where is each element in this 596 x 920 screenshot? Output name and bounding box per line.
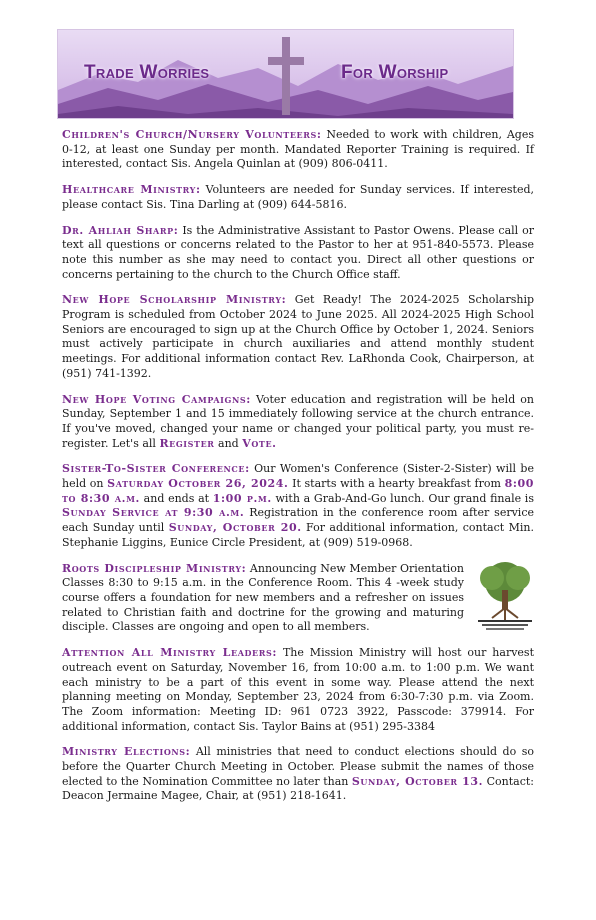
- highlight-text: Register: [159, 436, 215, 450]
- announcement-text: It starts with a hearty breakfast from: [288, 477, 505, 491]
- highlight-text: 1:00 p.m.: [212, 491, 272, 505]
- announcement-childrens: [62, 128, 534, 172]
- announcement-text: Volunteers are needed for Sunday services. If interested, please contact Sis. Tina Darling at (909) 644-5816.: [62, 183, 534, 211]
- announcement-heading: Healthcare Ministry:: [62, 183, 201, 197]
- banner-title-left: Trade Worries: [84, 62, 210, 83]
- highlight-text: Sunday, October 13.: [351, 774, 484, 788]
- highlight-text: 8:00 to 8:30 a.m.: [62, 477, 534, 505]
- announcement-roots: [62, 562, 534, 636]
- announcements: [62, 128, 534, 815]
- highlight-text: Saturday October 26, 2024.: [107, 477, 289, 491]
- announcement-text: The Mission Ministry will host our harvest outreach event on Saturday, November 16, from 10:00 a.m. to 1:00 p.m. We want each ministry to be a part of this event in some way. Please attend the next planning meeting on Monday, September 23, 2024 from 6:30-7:30 p.m. via Zoom. The Zoom information: Meeting ID: 961 0723 3922, Passcode: 379914. For additional information, contact Sis. Taylor Bains at (951) 295-3384: [62, 646, 534, 733]
- announcement-heading: Attention All Ministry Leaders:: [62, 646, 278, 660]
- announcement-heading: New Hope Scholarship Ministry:: [62, 293, 287, 307]
- highlight-text: Sunday, October 20.: [168, 521, 302, 535]
- announcement-text: Announcing New Member Orientation Classes 8:30 to 9:15 a.m. in the Conference Room. This 4 -week study course offers a foundation for new members and a refresher on issues related to Christian faith and doctrine for the growing and maturing disciple. Classes are ongoing and open to all members.: [62, 561, 464, 634]
- highlight-text: Sunday Service at 9:30 a.m.: [62, 506, 245, 520]
- announcement-heading: Ministry Elections:: [62, 745, 191, 759]
- highlight-text: Vote.: [242, 436, 277, 450]
- announcement-text: For additional information, contact Min. Stephanie Liggins, Eunice Circle President, at (909) 519-0968.: [62, 521, 534, 549]
- announcement-text: with a Grab-And-Go lunch. Our grand finale is: [271, 491, 534, 505]
- announcement-healthcare: [62, 183, 534, 212]
- announcement-sister: [62, 462, 534, 550]
- announcement-scholarship: [62, 293, 534, 381]
- announcement-text: Voter education and registration will be held on Sunday, September 1 and 15 immediately following service at the church entrance. If you've moved, changed your name or changed your political party, you must re-register. Let's all: [62, 392, 534, 450]
- announcement-text: All ministries that need to conduct elections should do so before the Quarter Church Meeting in October. Please submit the names of those elected to the Nomination Committee no later than: [62, 745, 534, 788]
- announcement-leaders: [62, 646, 534, 734]
- announcement-elections: [62, 745, 534, 804]
- announcement-sharp: [62, 224, 534, 283]
- announcement-text: Get Ready! The 2024-2025 Scholarship Program is scheduled from October 2024 to June 2025. All 2024-2025 High School Seniors are encouraged to sign up at the Church Office by October 1, 2024. Seniors must actively participate in church auxiliaries and attend monthly student meetings. For additional information contact Rev. LaRhonda Cook, Chairperson, at (951) 741-1392.: [62, 293, 535, 380]
- banner-title-right: For Worship: [341, 62, 449, 83]
- announcement-heading: New Hope Voting Campaigns:: [62, 392, 251, 406]
- announcement-heading: Children's Church/Nursery Volunteers:: [62, 128, 322, 141]
- banner: [57, 29, 514, 119]
- announcement-text: Needed to work with children, Ages 0-12, at least one Sunday per month. Mandated Reporter Training is required. If interested, contact Sis. Angela Quinlan at (909) 806-0411.: [62, 128, 534, 171]
- announcement-voting: [62, 393, 534, 452]
- tree-icon: [472, 560, 538, 632]
- announcement-text: Is the Administrative Assistant to Pastor Owens. Please call or text all questions or concerns related to the Pastor to her at 951-840-5573. Please note this number as she may need to contact you. Direct all other questions or concerns pertaining to the church to the Church Office staff.: [62, 223, 534, 281]
- announcement-heading: Dr. Ahliah Sharp:: [62, 223, 179, 237]
- announcement-text: and: [214, 436, 243, 450]
- announcement-text: Registration in the conference room after service each Sunday until: [62, 506, 534, 535]
- announcement-text: and ends at: [139, 491, 213, 505]
- announcement-heading: Roots Discipleship Ministry:: [62, 561, 247, 575]
- announcement-text: Our Women's Conference (Sister-2-Sister) will be held on: [62, 462, 534, 491]
- cross-icon: [268, 37, 304, 115]
- announcement-heading: Sister-To-Sister Conference:: [62, 462, 250, 476]
- announcement-text: Contact: Deacon Jermaine Magee, Chair, at (951) 218-1641.: [62, 774, 534, 803]
